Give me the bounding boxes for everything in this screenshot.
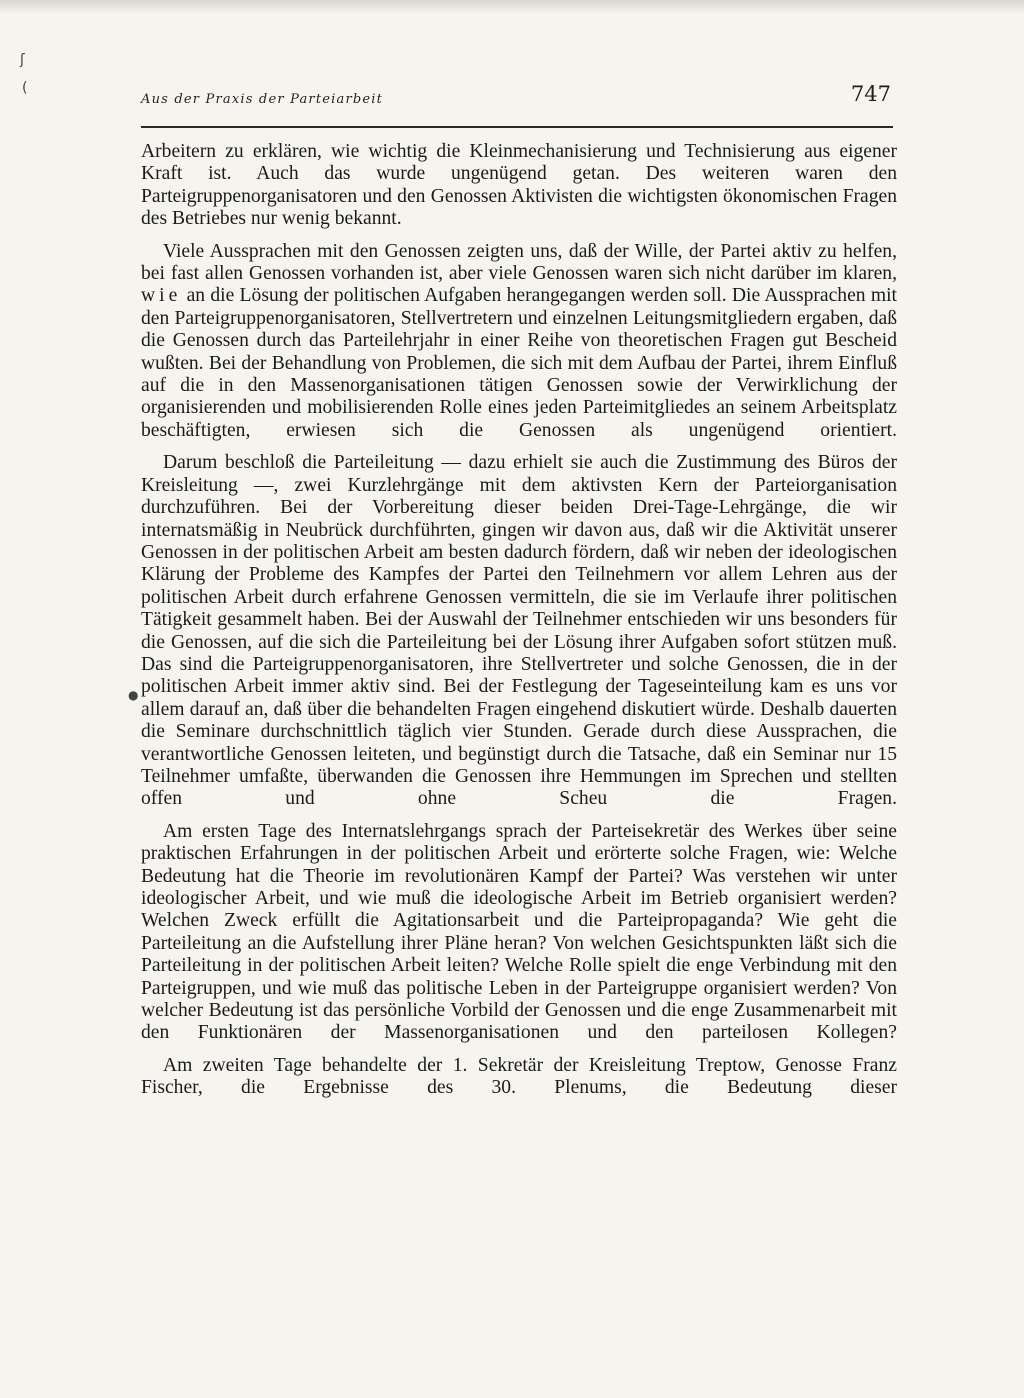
paragraph bbox=[141, 821, 897, 1045]
paragraph bbox=[141, 241, 897, 443]
page-header bbox=[141, 82, 893, 128]
paragraph bbox=[141, 141, 897, 231]
paragraph-text: Viele Aussprachen mit den Genossen zeigten uns, daß der Wille, der Partei aktiv zu helfen, bei fast allen Genossen vorhanden ist, aber viele Genossen waren sich nicht darüber im klaren, bbox=[141, 240, 897, 285]
margin-mark: ʃ bbox=[20, 52, 25, 68]
body-text bbox=[141, 141, 897, 1100]
running-head: Aus der Praxis der Parteiarbeit bbox=[141, 92, 384, 107]
margin-mark: ● bbox=[128, 688, 139, 702]
paragraph-text: an die Lösung der politischen Aufgaben herangegangen werden soll. Die Aussprachen mit den Parteigruppenorganisatoren, Stellvertretern und einzelnen Leitungsmitgliedern ergaben, daß die Genossen durch das Parteilehrjahr in einer Reihe von theoretischen Fragen gut Bescheid wußten. Bei der Behandlung von Problemen, die sich mit dem Aufbau der Partei, ihrem Einfluß auf die in den Massenorganisationen tätigen Genossen sowie der Verwirklichung der organisierenden und mobilisierenden Rolle eines jeden Parteimitgliedes an seinem Arbeitsplatz beschäftigten, erwiesen sich die Genossen als ungenügend orientiert. bbox=[141, 285, 897, 441]
paragraph bbox=[141, 452, 897, 811]
paragraph-text: Am ersten Tage des Internatslehrgangs sprach der Parteisekretär des Werkes über seine praktischen Erfahrungen in der politischen Arbeit und erörterte solche Fragen, wie: Welche Bedeutung hat die Theorie im revolutionären Kampf der Partei? Was verstehen wir unter ideologischer Arbeit, und wie muß die ideologische Arbeit im Betrieb organisiert werden? Welchen Zweck erfüllt die Agitationsarbeit und die Parteipropaganda? Wie geht die Parteileitung an die Aufstellung ihrer Pläne heran? Von welchen Gesichtspunkten läßt sich die Parteileitung in der politischen Arbeit leiten? Welche Rolle spielt die enge Verbindung mit den Parteigruppen, und wie muß das politische Leben in der Parteigruppe organisiert werden? Von welcher Bedeutung ist das persönliche Vorbild der Genossen und die enge Zusammenarbeit mit den Funktionären der Massenorganisationen und den parteilosen Kollegen? bbox=[141, 820, 897, 1044]
paragraph-text: Arbeitern zu erklären, wie wichtig die Kleinmechanisierung und Technisierung aus eigener Kraft ist. Auch das wurde ungenügend getan. Des weiteren waren den Parteigruppenorganisatoren und den Genossen Aktivisten die wichtigsten ökonomischen Fragen des Betriebes nur wenig bekannt. bbox=[141, 141, 897, 230]
page-number: 747 bbox=[850, 82, 891, 106]
margin-mark: ( bbox=[22, 80, 28, 96]
paragraph bbox=[141, 1055, 897, 1100]
paragraph-text: Darum beschloß die Parteileitung — dazu erhielt sie auch die Zustimmung des Büros der Kreisleitung —, zwei Kurzlehrgänge mit dem aktivsten Kern der Parteiorganisation durchzuführen. Bei der Vorbereitung dieser beiden Drei-Tage-Lehrgänge, die wir internatsmäßig in Neubrück durchführten, gingen wir davon aus, daß wir die Aktivität unserer Genossen in der politischen Arbeit am besten dadurch fördern, daß wir neben der ideologischen Klärung der Probleme des Kampfes der Partei den Teilnehmern vor allem Lehren aus der politischen Arbeit durch erfahrene Genossen vermitteln, die sie im Verlaufe ihrer politischen Tätigkeit gesammelt haben. Bei der Auswahl der Teilnehmer entschieden wir uns besonders für die Genossen, auf die sich die Parteileitung bei der Lösung ihrer Aufgaben sofort stützen muß. Das sind die Parteigruppenorganisatoren, ihre Stellvertreter und solche Genossen, die in der politischen Arbeit immer aktiv sind. Bei der Festlegung der Tageseinteilung kam es uns vor allem darauf an, daß über die behandelten Fragen eingehend diskutiert würde. Deshalb dauerten die Seminare durchschnittlich täglich vier Stunden. Gerade durch diese Aussprachen, die verantwortliche Genossen leiteten, und begünstigt durch die Tatsache, daß ein Seminar nur 15 Teilnehmer umfaßte, überwanden die Genossen ihre Hemmungen im Sprechen und stellten offen und ohne Scheu die Fragen. bbox=[141, 452, 897, 810]
emphasis-spaced: wie bbox=[141, 285, 182, 307]
paragraph-text: Am zweiten Tage behandelte der 1. Sekretär der Kreisleitung Treptow, Genosse Franz Fischer, die Ergebnisse des 30. Plenums, die Bedeutung dieser bbox=[141, 1054, 897, 1099]
